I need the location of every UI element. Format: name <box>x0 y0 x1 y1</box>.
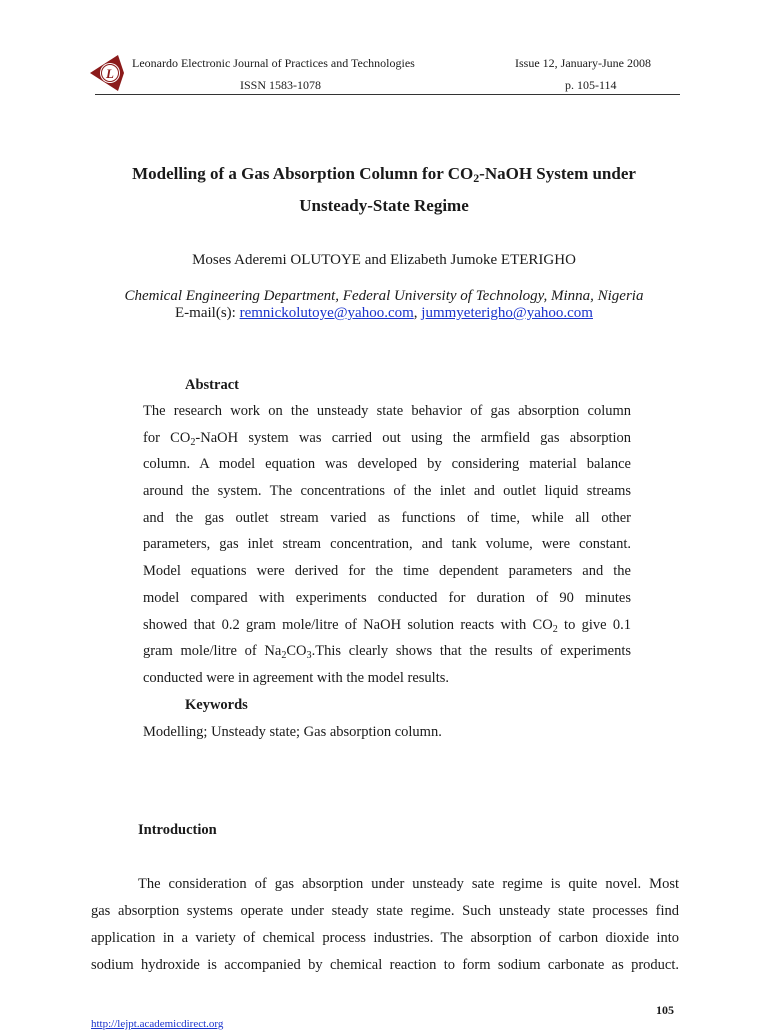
journal-name: Leonardo Electronic Journal of Practices and Technologies <box>132 56 415 70</box>
affiliation: Chemical Engineering Department, Federal University of Technology, Minna, Nigeria <box>124 288 644 304</box>
authors: Moses Aderemi OLUTOYE and Elizabeth Jumoke ETERIGHO <box>192 252 576 268</box>
svg-text:L: L <box>106 66 114 81</box>
abstract-heading: Abstract <box>185 377 239 393</box>
introduction-heading: Introduction <box>138 822 217 838</box>
journal-url-link[interactable]: http://lejpt.academicdirect.org <box>91 1018 224 1030</box>
page-number: 105 <box>656 1003 674 1017</box>
introduction-body: The consideration of gas absorption under unsteady sate regime is quite novel. Most gas absorption systems operate under steady state regime. Such unsteady state processes find application in a variety of chemical process industries. The absorption of carbon dioxide into sodium hydroxide is accompanied by chemical reaction to form sodium carbonate as product. <box>91 876 679 973</box>
journal-logo-icon <box>88 52 126 94</box>
paper-title-line-1: Modelling of a Gas Absorption Column for $CO_2$-NaOH System under <box>132 164 636 185</box>
header-divider <box>95 94 680 95</box>
keywords-heading: Keywords <box>185 697 248 713</box>
email-link-eterigho[interactable]: jummyeterigho@yahoo.com <box>421 305 593 321</box>
paper-title-line-2: Unsteady-State Regime <box>299 196 469 215</box>
journal-issn: ISSN 1583-1078 <box>240 78 322 92</box>
keywords-text: Modelling; Unsteady state; Gas absorption column. <box>143 724 442 740</box>
email-link-olutoye[interactable]: remnickolutoye@yahoo.com <box>239 305 414 321</box>
emails: E-mail(s): remnickolutoye@yahoo.com, jummyeterigho@yahoo.com <box>175 305 593 321</box>
abstract-body: The research work on the unsteady state behavior of gas absorption column for $CO_2$-NaOH system was carried out using the armfield gas absorption column. A model equation was developed by considering material balance around the system. The concentrations of the inlet and outlet liquid streams and the gas outlet stream varied as functions of time, while all other parameters, gas inlet stream concentration, and tank volume, were constant. Model equations were derived for the time dependent parameters and the model compared with experiments conducted for duration of 90 minutes showed that 0.2 gram mole/litre of NaOH solution reacts with $CO_2$ to give 0.1 gram mole/litre of $Na_2CO_3.This$ clearly shows that the results of experiments conducted were in agreement with the model results. <box>143 403 631 686</box>
journal-issue: Issue 12, January-June 2008 <box>515 56 651 70</box>
page-range: p. 105-114 <box>565 78 617 92</box>
